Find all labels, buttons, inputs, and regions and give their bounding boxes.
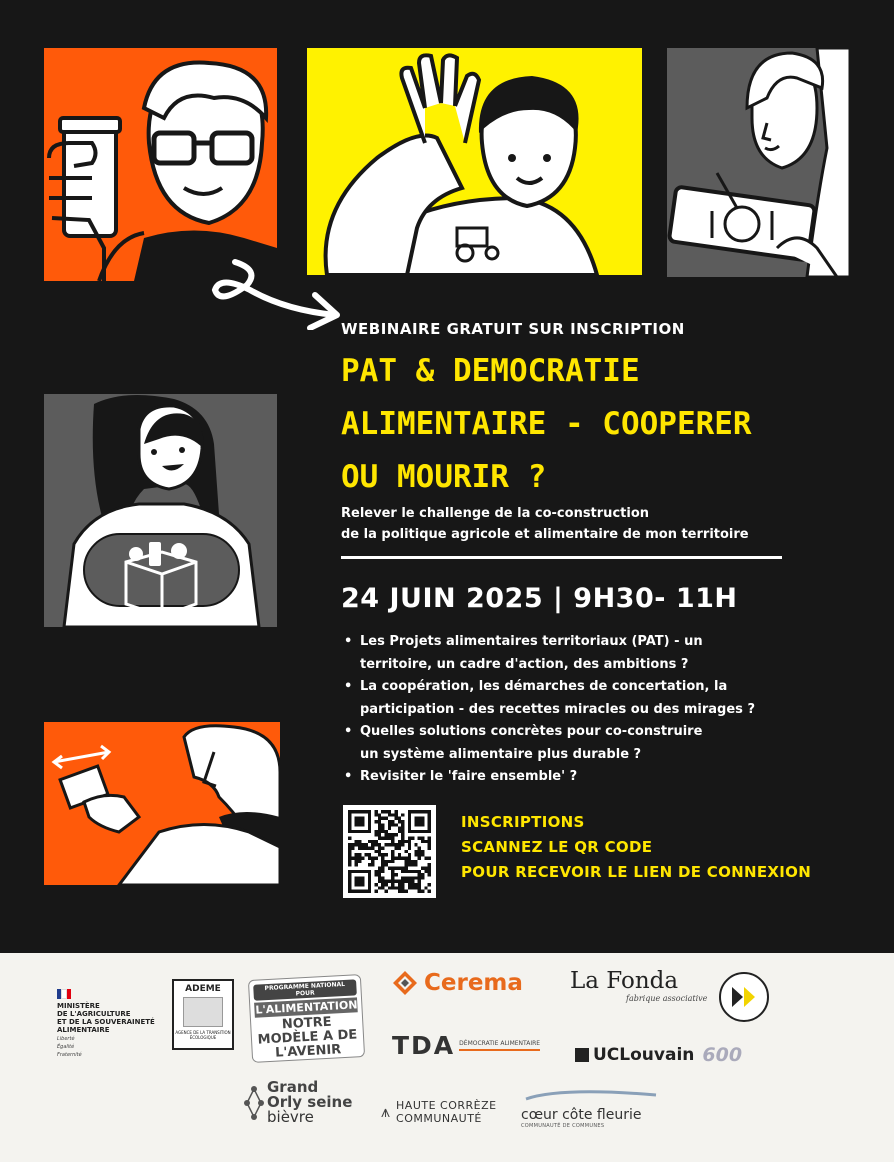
tablet-person-drawing [667, 48, 850, 277]
agenda-item-line: • Les Projets alimentaires territoriaux (PAT) - un [360, 634, 703, 649]
french-flag-icon [57, 989, 71, 999]
agenda-item-line: • Revisiter le 'faire ensemble' ? [360, 769, 578, 784]
agenda-item-line: territoire, un cadre d'action, des ambitions ? [360, 656, 689, 672]
curved-arrow-icon [205, 250, 345, 330]
logo-chevrons [719, 972, 769, 1022]
agenda-item [344, 721, 844, 766]
agenda-item [344, 766, 844, 789]
wave-mark-icon [521, 1089, 661, 1103]
divider [341, 556, 782, 559]
illustration-ticket-person [44, 722, 280, 885]
event-title [341, 345, 861, 504]
registration-cta [461, 810, 811, 885]
event-date: 24 JUIN 2025 | 9H30- 11H [341, 583, 738, 614]
illustration-waving-person [307, 48, 642, 275]
grand-orly-mark-icon [243, 1083, 265, 1123]
illustration-coffee-person [44, 48, 277, 281]
cta-line: SCANNEZ LE QR CODE [461, 838, 653, 856]
illustration-foodbox-person [44, 394, 277, 627]
agenda-item [344, 676, 844, 721]
logo-ministere-agriculture: MINISTÈRE DE L'AGRICULTURE ET DE LA SOUVERAINETÉ ALIMENTAIRE Liberté Égalité Fraternité [57, 989, 167, 1058]
logo-coeur-cote-fleurie: cœur côte fleurie COMMUNAUTÉ DE COMMUNES [521, 1088, 661, 1129]
event-lede [341, 503, 861, 545]
agenda-item [344, 631, 844, 676]
event-title-line: OU MOURIR ? [341, 459, 547, 495]
logo-programme-national-alimentation: PROGRAMME NATIONAL POUR L'ALIMENTATION NOTRE MODÈLE A DE L'AVENIR [248, 974, 365, 1063]
foodbox-person-drawing [44, 394, 277, 627]
waving-person-drawing [307, 48, 642, 275]
illustration-tablet-person [667, 48, 850, 277]
logo-uclouvain: UCLouvain 600 [575, 1044, 742, 1066]
event-kicker: WEBINAIRE GRATUIT SUR INSCRIPTION [341, 320, 685, 338]
logo-ademe: ADEME AGENCE DE LA TRANSITION ÉCOLOGIQUE [172, 979, 234, 1050]
logo-haute-correze: ⩚ HAUTE CORRÈZE COMMUNAUTÉ [381, 1099, 497, 1125]
logo-tda: TDA DÉMOCRATIE ALIMENTAIRE [392, 1031, 541, 1060]
event-title-line: ALIMENTAIRE - COOPERER [341, 406, 752, 442]
event-title-line: PAT & DEMOCRATIE [341, 353, 640, 389]
logo-la-fonda: La Fonda fabrique associative [570, 968, 708, 1003]
coffee-person-drawing [44, 48, 277, 281]
haute-correze-mark-icon: ⩚ [381, 1102, 391, 1121]
ademe-mark-icon [183, 997, 223, 1027]
logo-grand-orly-seine-bievre: Grand Orly seine bièvre [243, 1080, 352, 1125]
agenda-item-line: un système alimentaire plus durable ? [360, 746, 642, 762]
agenda-item-line: • La coopération, les démarches de concertation, la [360, 679, 728, 694]
double-chevron-icon [729, 985, 759, 1009]
event-lede-line: Relever le challenge de la co-construction [341, 506, 650, 521]
ticket-person-drawing [44, 722, 280, 885]
cerema-mark-icon [392, 970, 418, 996]
uclouvain-mark-icon [575, 1048, 589, 1062]
agenda-item-line: • Quelles solutions concrètes pour co-construire [360, 724, 703, 739]
registration-qr-code[interactable] [343, 805, 436, 898]
qr-code-icon [348, 810, 431, 893]
agenda-list [344, 631, 844, 789]
event-lede-line: de la politique agricole et alimentaire de mon territoire [341, 527, 749, 542]
cta-line: POUR RECEVOIR LE LIEN DE CONNEXION [461, 863, 812, 881]
cta-line: INSCRIPTIONS [461, 813, 585, 831]
agenda-item-line: participation - des recettes miracles ou des mirages ? [360, 701, 755, 717]
logo-cerema: Cerema [392, 970, 523, 996]
